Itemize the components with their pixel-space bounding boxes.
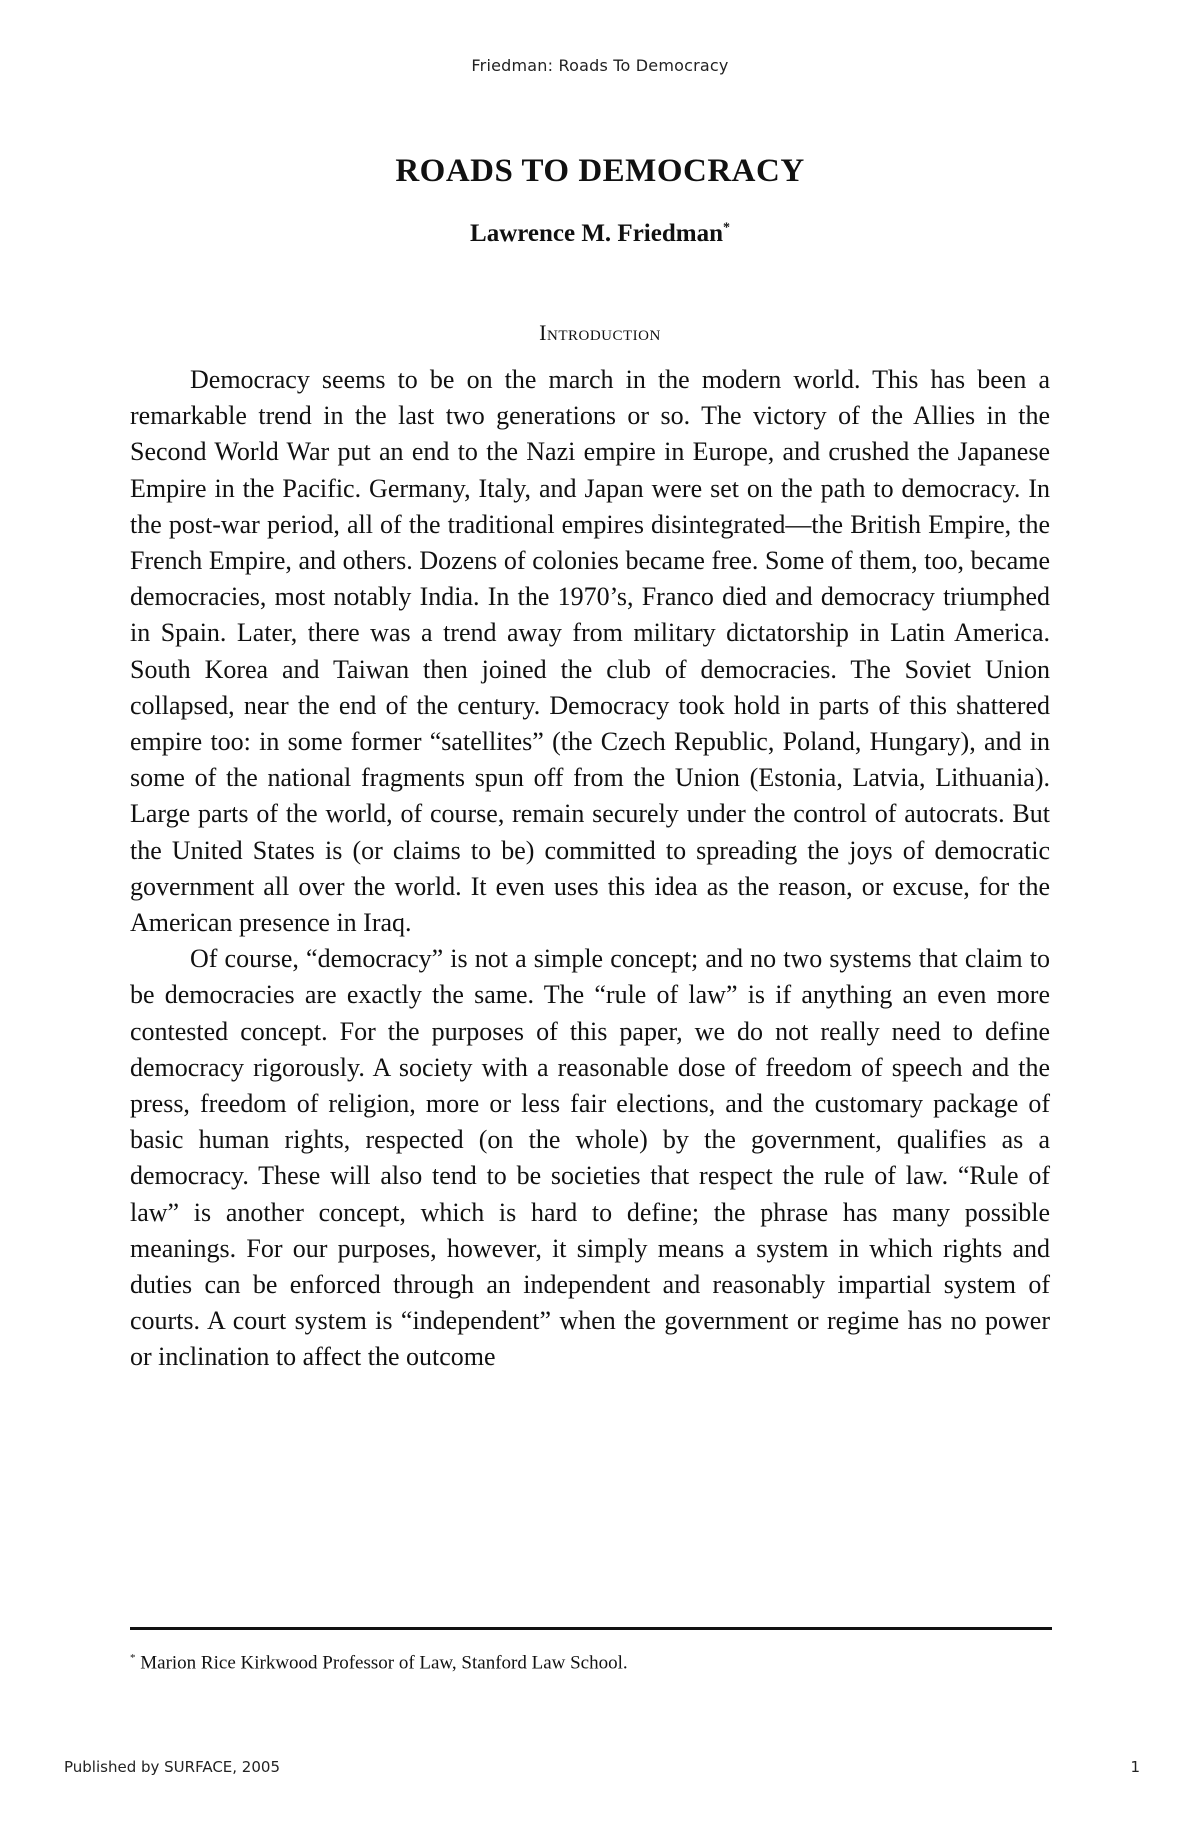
running-footer xyxy=(64,1758,1140,1776)
paragraph-2: Of course, “democracy” is not a simple concept; and no two systems that claim to be democracies are exactly the same. The “rule of law” is if anything an even more contested concept. For the purposes of this paper, we do not really need to define democracy rigorously. A society with a reasonable dose of freedom of speech and the press, freedom of religion, more or less fair elections, and the customary package of basic human rights, respected (on the whole) by the government, qualifies as a democracy. These will also tend to be societies that respect the rule of law. “Rule of law” is another concept, which is hard to define; the phrase has many possible meanings. For our purposes, however, it simply means a system in which rights and duties can be enforced through an independent and reasonably impartial system of courts. A court system is “independent” when the government or regime has no power or inclination to affect the outcome xyxy=(130,944,1050,1372)
author-name: Lawrence M. Friedman xyxy=(470,220,723,247)
footnote xyxy=(130,1652,1050,1674)
footnote-divider xyxy=(130,1627,1052,1630)
footnote-text: Marion Rice Kirkwood Professor of Law, Stanford Law School. xyxy=(140,1652,628,1674)
author-footnote-mark[interactable]: * xyxy=(722,220,730,236)
author-line xyxy=(0,220,1200,248)
page-number: 1 xyxy=(1130,1758,1140,1776)
running-header: Friedman: Roads To Democracy xyxy=(471,56,729,75)
body-text xyxy=(130,362,1050,1376)
publisher-line: Published by SURFACE, 2005 xyxy=(64,1758,280,1776)
paper-title: ROADS TO DEMOCRACY xyxy=(395,153,805,189)
footnote-mark: * xyxy=(130,1652,136,1664)
paragraph-1: Democracy seems to be on the march in the modern world. This has been a remarkable trend in the last two generations or so. The victory of the Allies in the Second World War put an end to the Nazi empire in Europe, and crushed the Japanese Empire in the Pacific. Germany, Italy, and Japan were set on the path to democracy. In the post-war period, all of the traditional empires disintegrated—the British Empire, the French Empire, and others. Dozens of colonies became free. Some of them, too, became democracies, most notably India. In the 1970’s, Franco died and democracy triumphed in Spain. Later, there was a trend away from military dictatorship in Latin America. South Korea and Taiwan then joined the club of democracies. The Soviet Union collapsed, near the end of the century. Democracy took hold in parts of this shattered empire too: in some former “satellites” (the Czech Republic, Poland, Hungary), and in some of the national fragments spun off from the Union (Estonia, Latvia, Lithuania). Large parts of the world, of course, remain securely under the control of autocrats. But the United States is (or claims to be) committed to spreading the joys of democratic government all over the world. It even uses this idea as the reason, or excuse, for the American presence in Iraq. xyxy=(130,365,1050,938)
section-heading-introduction: Introduction xyxy=(539,320,661,345)
